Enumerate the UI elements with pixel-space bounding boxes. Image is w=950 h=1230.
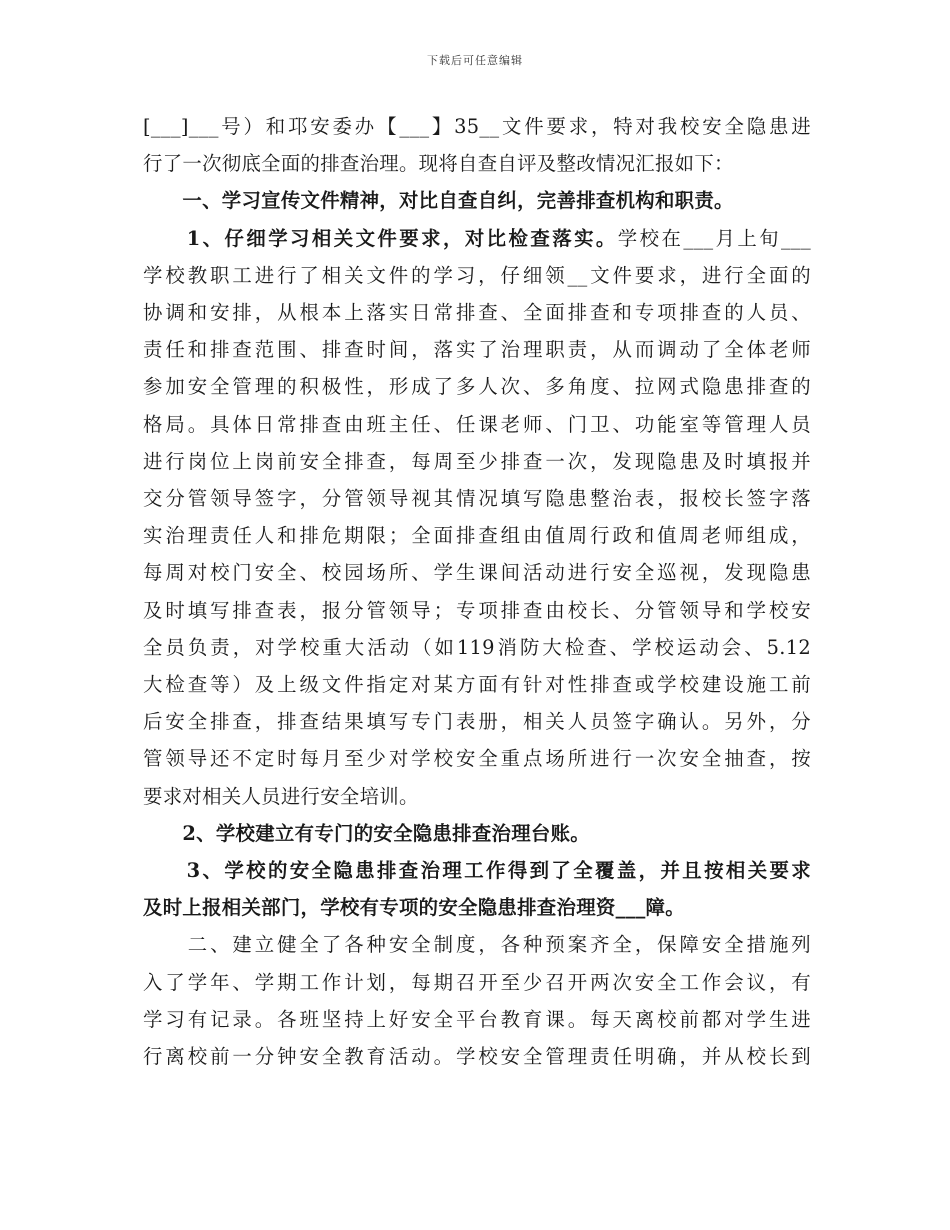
text-line: 每周对校门安全、校园场所、学生课间活动进行安全巡视，发现隐患 [143,561,811,585]
bold-lead: 1、仔细学习相关文件要求，对比检查落实。 [143,226,618,250]
text-line: [___]___号）和邛安委办【___】35__文件要求，特对我校安全隐患进 [143,115,811,138]
text-line: 格局。具体日常排查由班主任、任课老师、门卫、功能室等管理人员 [143,412,811,436]
text-line: 行离校前一分钟安全教育活动。学校安全管理责任明确，并从校长到 [143,1045,811,1069]
text-line: 全员负责，对学校重大活动（如119消防大检查、学校运动会、5.12 [143,635,811,659]
text-line: 大检查等）及上级文件指定对某方面有针对性排查或学校建设施工前 [143,673,811,697]
lead-rest: 学校在___月上旬___ [617,226,812,250]
text-line: 管领导还不定时每月至少对学校安全重点场所进行一次安全抽查，按 [143,747,811,771]
section-heading-1 [143,182,811,219]
text-line: 及时上报相关部门，学校有专项的安全隐患排查治理资___障。 [143,896,685,920]
paragraph-study-documents [143,220,811,815]
text-line: 及时填写排查表，报分管领导；专项排查由校长、分管领导和学校安 [143,598,811,622]
text-line: 学校教职工进行了相关文件的学习，仔细领__文件要求，进行全面的 [143,263,811,287]
text-line: 责任和排查范围、排查时间，落实了治理职责，从而调动了全体老师 [143,338,811,362]
paragraph-safety-systems [143,926,811,1075]
text-line: 2、学校建立有专门的安全隐患排查治理台账。 [143,821,590,845]
paragraph-ledger [143,815,811,852]
paragraph-coverage [143,852,811,926]
document-body [143,108,811,1075]
text-line: 进行岗位上岗前安全排查，每周至少排查一次，发现隐患及时填报并 [143,449,811,473]
text-line: 学习有记录。各班坚持上好安全平台教育课。每天离校前都对学生进 [143,1007,811,1031]
text-line: 参加安全管理的积极性，形成了多人次、多角度、拉网式隐患排查的 [143,375,811,399]
paragraph-intro [143,108,811,182]
text-line [143,220,811,257]
text-line: 入了学年、学期工作计划，每期召开至少召开两次安全工作会议，有 [143,970,811,994]
text-line: 要求对相关人员进行安全培训。 [143,784,419,808]
page-header: 下载后可任意编辑 [427,54,523,67]
text-line: 二、建立健全了各种安全制度，各种预案齐全，保障安全措施列 [143,933,811,957]
text-line: 3、学校的安全隐患排查治理工作得到了全覆盖，并且按相关要求 [143,859,811,883]
text-line: 行了一次彻底全面的排查治理。现将自查自评及整改情况汇报如下： [143,152,734,176]
text-line: 后安全排查，排查结果填写专门表册，相关人员签字确认。另外，分 [143,710,811,734]
text-line: 实治理责任人和排危期限；全面排查组由值周行政和值周老师组成， [143,524,811,548]
text-line: 交分管领导签字，分管领导视其情况填写隐患整治表，报校长签字落 [143,487,811,511]
text-line: 一、学习宣传文件精神，对比自查自纠，完善排查机构和职责。 [143,189,734,213]
text-line: 协调和安排，从根本上落实日常排查、全面排查和专项排查的人员、 [143,301,811,325]
